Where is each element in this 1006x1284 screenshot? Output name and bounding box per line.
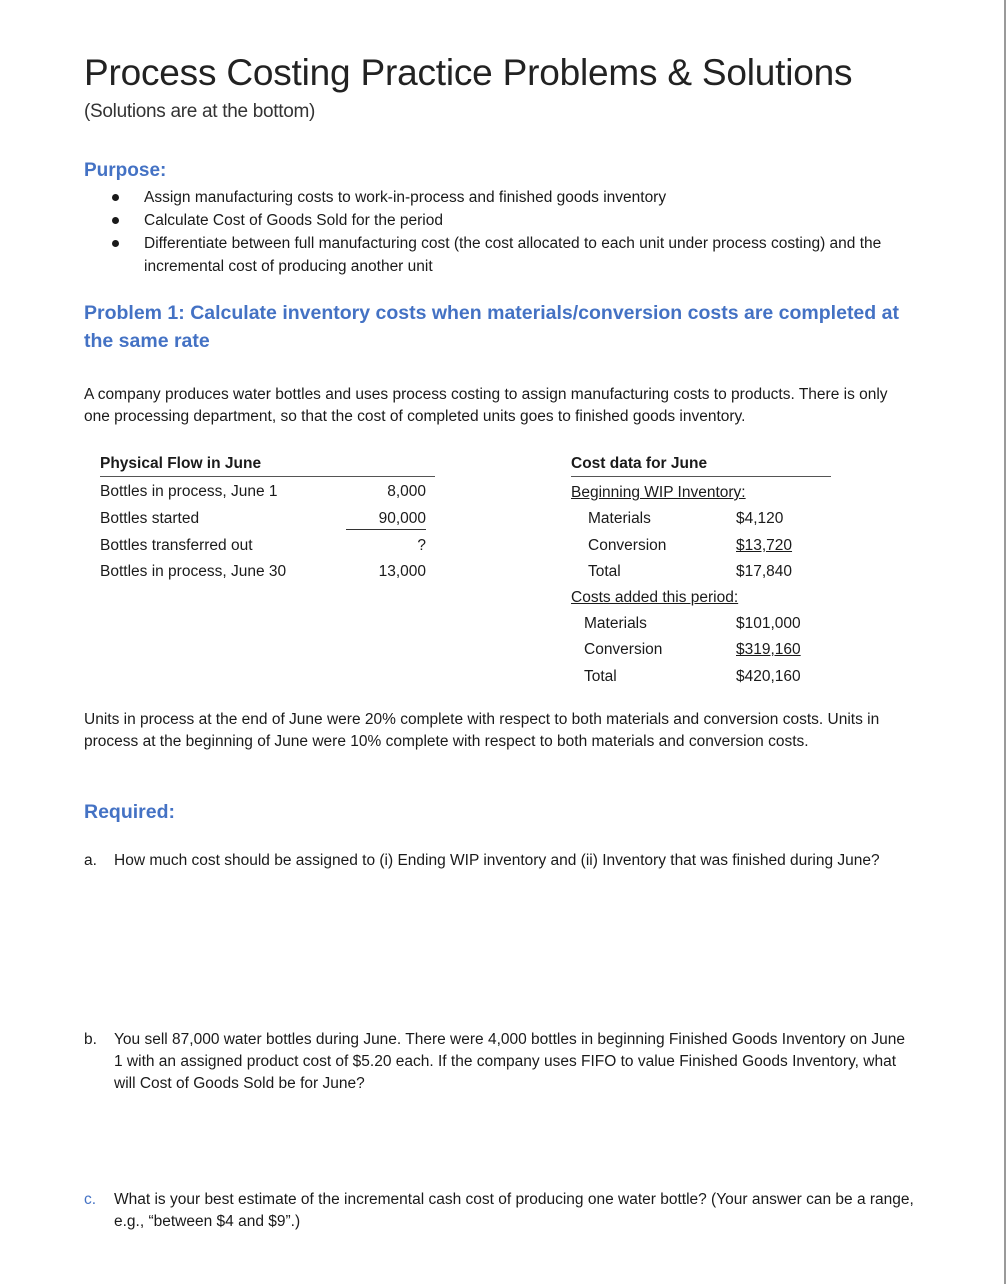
physical-flow-value: 90,000 [346, 510, 426, 530]
costs-added-label: Costs added this period: [571, 589, 739, 606]
question-letter: c. [84, 1191, 97, 1208]
question-text: You sell 87,000 water bottles during June. There were 4,000 bottles in beginning Finished Goods Inventory on June 1 with an assigned product cost of $5.20 each. If the company uses FIFO to value Finished Goods Inventory, what will Cost of Goods Sold be for June? [114, 1031, 906, 1092]
cost-row-value: $4,120 [736, 510, 784, 527]
cost-row-value: $420,160 [736, 668, 801, 685]
physical-flow-label: Bottles transferred out [100, 537, 253, 554]
physical-flow-value: 8,000 [387, 483, 426, 500]
physical-flow-label: Bottles in process, June 1 [100, 483, 278, 500]
cost-row-label: Materials [588, 510, 651, 527]
page-title: Process Costing Practice Problems & Solutions [84, 52, 853, 93]
question-letter: b. [84, 1031, 97, 1048]
question-text: How much cost should be assigned to (i) Ending WIP inventory and (ii) Inventory that was finished during June? [114, 852, 880, 869]
purpose-bullet-list [112, 186, 912, 278]
purpose-heading: Purpose: [84, 160, 167, 181]
problem-heading: Problem 1: Calculate inventory costs when materials/conversion costs are completed at the same rate [84, 302, 899, 352]
physical-flow-heading: Physical Flow in June [100, 455, 435, 477]
physical-flow-label: Bottles started [100, 510, 200, 527]
required-heading: Required: [84, 801, 176, 823]
purpose-bullet: Calculate Cost of Goods Sold for the period [112, 209, 912, 232]
purpose-bullet: Assign manufacturing costs to work-in-process and finished goods inventory [112, 186, 912, 209]
cost-row-value: $17,840 [736, 563, 793, 580]
cost-row-label: Materials [584, 615, 647, 632]
bullet-dot-icon [112, 194, 119, 201]
cost-row-label: Total [584, 668, 617, 685]
physical-flow-value: 13,000 [378, 563, 426, 580]
beginning-wip-label: Beginning WIP Inventory: [571, 484, 746, 501]
bullet-dot-icon [112, 240, 119, 247]
physical-flow-label: Bottles in process, June 30 [100, 563, 287, 580]
question-text: What is your best estimate of the incremental cash cost of producing one water bottle? (Your answer can be a range, e.g., “between $4 and $9”.) [114, 1191, 914, 1230]
cost-row-label: Conversion [588, 537, 667, 554]
question-letter: a. [84, 852, 97, 869]
cost-row-label: Conversion [584, 641, 663, 658]
cost-row-value: $101,000 [736, 615, 801, 632]
cost-row-label: Total [588, 563, 621, 580]
units-note: Units in process at the end of June were 20% complete with respect to both materials and conversion costs. Units in process at the beginning of June were 10% complete with respect to both materials and conversion costs. [84, 711, 880, 750]
page-subtitle: (Solutions are at the bottom) [84, 101, 316, 122]
cost-row-value: $13,720 [736, 537, 793, 554]
cost-data-heading: Cost data for June [571, 455, 831, 477]
purpose-bullet: Differentiate between full manufacturing cost (the cost allocated to each unit under process costing) and the incremental cost of producing another unit [112, 232, 912, 278]
physical-flow-value: ? [417, 537, 426, 554]
problem-intro: A company produces water bottles and uses process costing to assign manufacturing costs to products. There is only one processing department, so that the cost of completed units goes to finished goods inventory. [84, 386, 888, 425]
bullet-dot-icon [112, 217, 119, 224]
cost-row-value: $319,160 [736, 641, 801, 658]
